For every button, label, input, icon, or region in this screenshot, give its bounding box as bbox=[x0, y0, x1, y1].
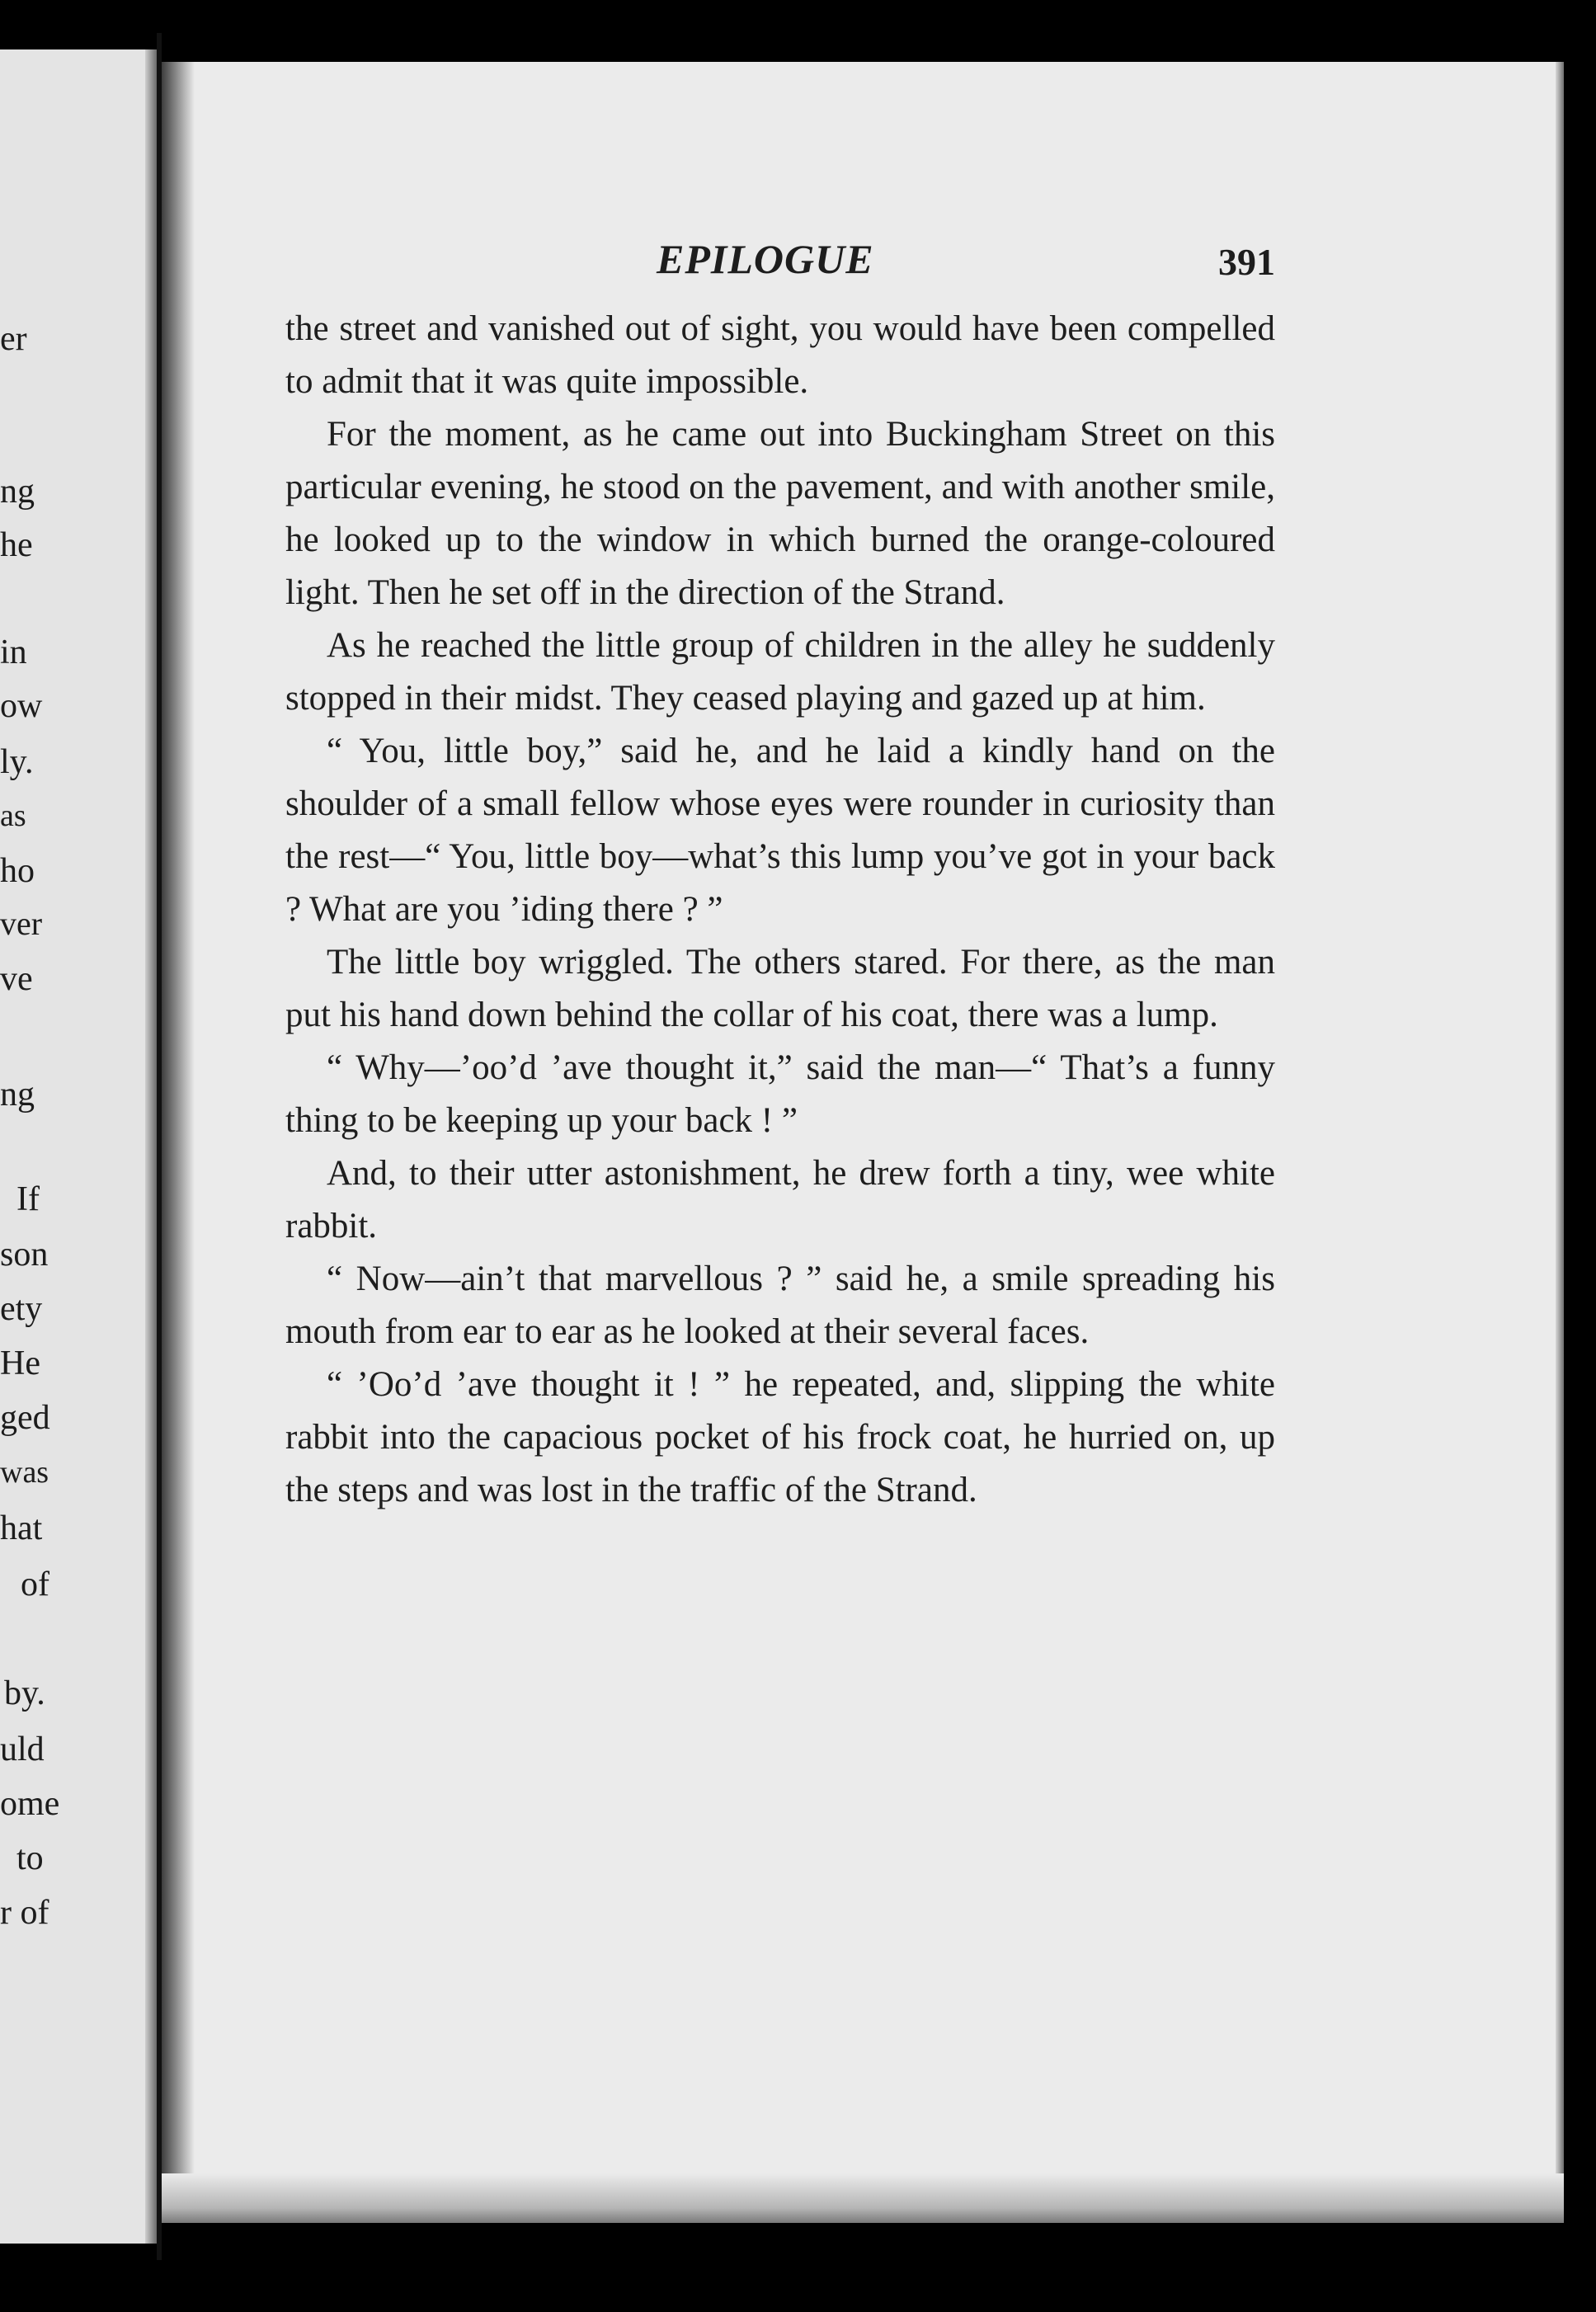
page-bottom-shadow bbox=[162, 2173, 1564, 2223]
left-fragment: son bbox=[0, 1236, 49, 1274]
page-number: 391 bbox=[1218, 241, 1275, 283]
left-fragment: ety bbox=[0, 1290, 43, 1328]
running-header bbox=[285, 235, 1275, 293]
left-fragment: ged bbox=[0, 1399, 50, 1437]
left-fragment: uld bbox=[0, 1730, 45, 1768]
previous-page-edge bbox=[0, 49, 157, 2244]
paragraph: For the moment, as he came out into Buckingham Street on this particular evening, he stood on the pavement, and with another smile, he looked up to the window in which burned the orange-coloured light. Then he set off in the direction of the Strand. bbox=[285, 415, 1275, 612]
left-fragment: ly. bbox=[0, 743, 34, 781]
left-fragment: ver bbox=[0, 905, 43, 942]
paragraph: the street and vanished out of sight, you would have been compelled to admit that it was quite impossible. bbox=[285, 309, 1275, 401]
paragraph: “ Now—ain’t that marvellous ? ” said he, a smile spreading his mouth from ear to ear as he looked at their several faces. bbox=[285, 1260, 1275, 1351]
paragraph: As he reached the little group of children in the alley he suddenly stopped in their midst. They ceased playing and gazed up at him. bbox=[285, 626, 1275, 718]
left-fragment: ng bbox=[0, 473, 35, 511]
left-fragment: of bbox=[21, 1566, 49, 1603]
left-fragment: ng bbox=[0, 1076, 35, 1114]
left-page-gutter bbox=[145, 49, 157, 2244]
left-fragment: If bbox=[16, 1180, 40, 1218]
left-fragment: as bbox=[0, 798, 26, 833]
left-fragment: er bbox=[0, 320, 27, 358]
book-page bbox=[162, 62, 1564, 2223]
page-right-edge bbox=[1556, 62, 1564, 2223]
page-title: EPILOGUE bbox=[657, 236, 874, 282]
paragraph: “ You, little boy,” said he, and he laid a kindly hand on the shoulder of a small fellow whose eyes were rounder in curiosity than the rest—“ You, little boy—what’s this lump you’ve got in your back ? What are you ’iding there ? ” bbox=[285, 732, 1275, 929]
paragraph: “ Why—’oo’d ’ave thought it,” said the man—“ That’s a funny thing to be keeping up your back ! ” bbox=[285, 1048, 1275, 1140]
left-fragment: hat bbox=[0, 1509, 43, 1547]
binding-shadow bbox=[162, 62, 195, 2223]
paragraph: The little boy wriggled. The others stared. For there, as the man put his hand down behind the collar of his coat, there was a lump. bbox=[285, 943, 1275, 1034]
paragraph: And, to their utter astonishment, he drew forth a tiny, wee white rabbit. bbox=[285, 1154, 1275, 1245]
left-fragment: in bbox=[0, 633, 27, 671]
left-fragment: by. bbox=[4, 1674, 45, 1712]
left-fragment: was bbox=[0, 1455, 49, 1490]
left-fragment: ome bbox=[0, 1785, 60, 1823]
left-fragment: ve bbox=[0, 960, 33, 998]
left-fragment: he bbox=[0, 526, 33, 564]
left-fragment: to bbox=[16, 1839, 44, 1877]
left-fragment: r of bbox=[0, 1894, 49, 1932]
paragraph: “ ’Oo’d ’ave thought it ! ” he repeated, and, slipping the white rabbit into the capacious pocket of his frock coat, he hurried on, up the steps and was lost in the traffic of the Strand. bbox=[285, 1365, 1275, 1509]
left-fragment: He bbox=[0, 1344, 40, 1382]
left-fragment: ow bbox=[0, 687, 43, 725]
body-text bbox=[285, 303, 1275, 1517]
left-fragment: ho bbox=[0, 852, 35, 890]
